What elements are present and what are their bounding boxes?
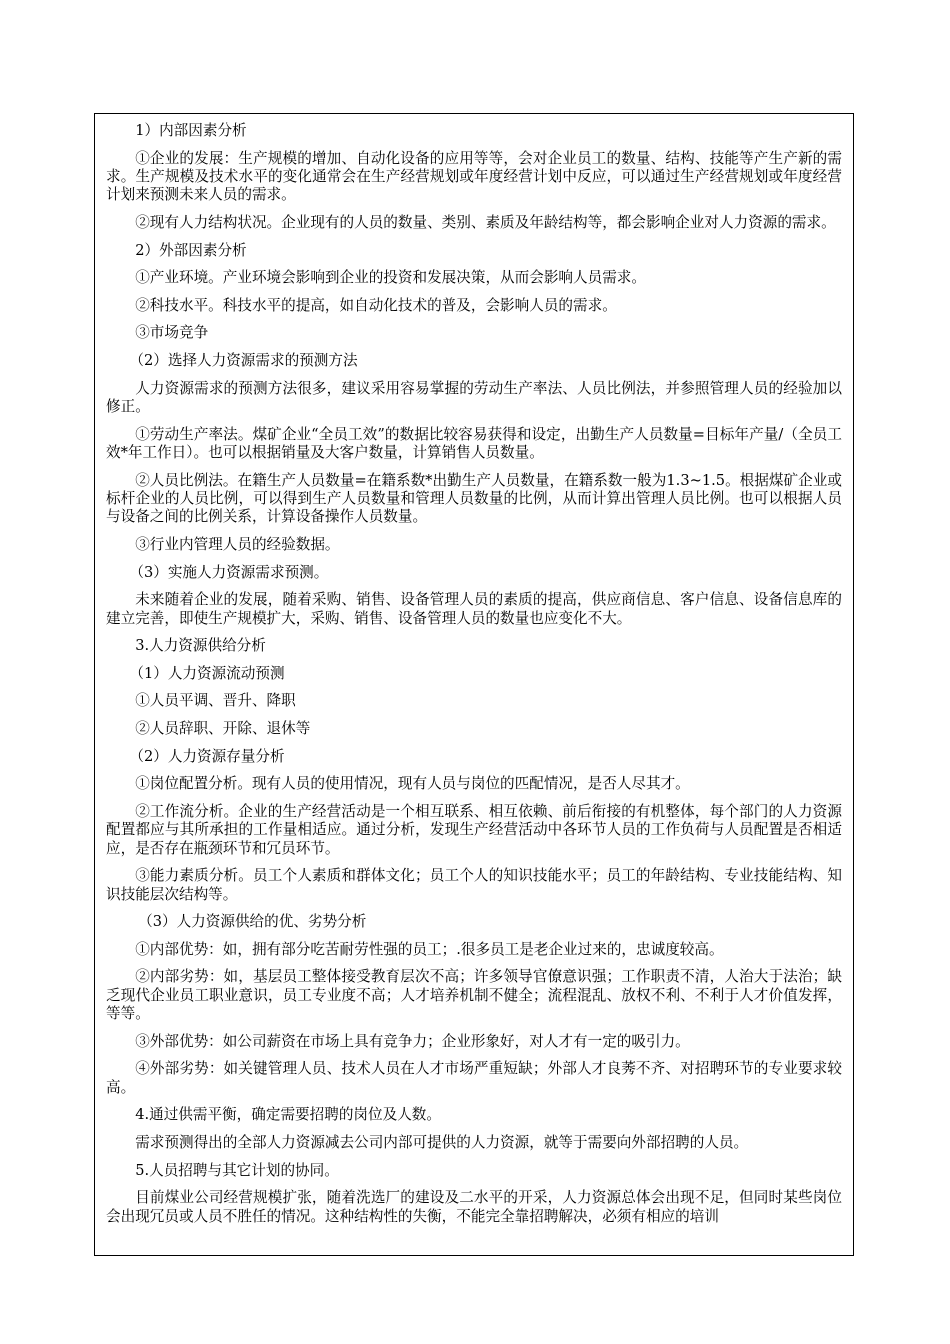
paragraph-24: ②内部劣势：如，基层员工整体接受教育层次不高；许多领导官僚意识强；工作职责不清，人治大于法治；缺乏现代企业员工职业意识，员工专业度不高；人才培养机制不健全；流程混乱、放权不利、不利于人才价值发挥，等等。 bbox=[106, 968, 842, 1023]
paragraph-18: （2）人力资源存量分析 bbox=[129, 747, 285, 765]
paragraph-11: ③行业内管理人员的经验数据。 bbox=[135, 535, 340, 553]
paragraph-9: ①劳动生产率法。煤矿企业“全员工效”的数据比较容易获得和设定，出勤生产人员数量=目标年产量/（全员工效*年工作日）。也可以根据销量及大客户数量，计算销售人员数量。 bbox=[106, 425, 842, 461]
paragraph-4: ①产业环境。产业环境会影响到企业的投资和发展决策，从而会影响人员需求。 bbox=[135, 269, 646, 287]
paragraph-22: （3）人力资源供给的优、劣势分析 bbox=[138, 913, 367, 931]
paragraph-19: ①岗位配置分析。现有人员的使用情况，现有人员与岗位的匹配情况，是否人尽其才。 bbox=[135, 775, 690, 793]
paragraph-16: ①人员平调、晋升、降职 bbox=[135, 692, 296, 710]
paragraph-30: 目前煤业公司经营规模扩张，随着洗选厂的建设及二水平的开采，人力资源总体会出现不足，但同时某些岗位会出现冗员或人员不胜任的情况。这种结构性的失衡，不能完全靠招聘解决，必须有相应的培训 bbox=[106, 1189, 842, 1225]
paragraph-12: （3）实施人力资源需求预测。 bbox=[129, 563, 329, 581]
paragraph-13: 未来随着企业的发展，随着采购、销售、设备管理人员的素质的提高，供应商信息、客户信息、设备信息库的建立完善，即使生产规模扩大，采购、销售、设备管理人员的数量也应变化不大。 bbox=[106, 591, 842, 627]
paragraph-6: ③市场竞争 bbox=[135, 324, 209, 342]
paragraph-28: 需求预测得出的全部人力资源减去公司内部可提供的人力资源，就等于需要向外部招聘的人员。 bbox=[135, 1133, 749, 1151]
paragraph-2: ②现有人力结构状况。企业现有的人员的数量、类别、素质及年龄结构等，都会影响企业对人力资源的需求。 bbox=[135, 214, 836, 231]
paragraph-23: ①内部优势：如，拥有部分吃苦耐劳性强的员工；.很多员工是老企业过来的，忠诚度较高。 bbox=[135, 940, 724, 958]
paragraph-5: ②科技水平。科技水平的提高，如自动化技术的普及，会影响人员的需求。 bbox=[135, 296, 617, 314]
paragraph-21: ③能力素质分析。员工个人素质和群体文化；员工个人的知识技能水平；员工的年龄结构、专业技能结构、知识技能层次结构等。 bbox=[106, 867, 842, 903]
paragraph-26: ④外部劣势：如关键管理人员、技术人员在人才市场严重短缺；外部人才良莠不齐、对招聘环节的专业要求较高。 bbox=[106, 1060, 842, 1096]
paragraph-27: 4.通过供需平衡，确定需要招聘的岗位及人数。 bbox=[135, 1106, 441, 1124]
document-body bbox=[95, 114, 853, 1226]
paragraph-17: ②人员辞职、开除、退休等 bbox=[135, 719, 311, 737]
paragraph-3: 2）外部因素分析 bbox=[135, 241, 247, 259]
paragraph-29: 5.人员招聘与其它计划的协同。 bbox=[135, 1161, 339, 1179]
paragraph-14: 3.人力资源供给分析 bbox=[135, 637, 266, 655]
document-frame bbox=[94, 113, 854, 1256]
paragraph-15: （1）人力资源流动预测 bbox=[129, 664, 285, 682]
paragraph-0: 1）内部因素分析 bbox=[135, 122, 247, 139]
paragraph-7: （2）选择人力资源需求的预测方法 bbox=[129, 351, 358, 369]
paragraph-25: ③外部优势：如公司薪资在市场上具有竞争力；企业形象好，对人才有一定的吸引力。 bbox=[135, 1032, 690, 1050]
paragraph-8: 人力资源需求的预测方法很多，建议采用容易掌握的劳动生产率法、人员比例法，并参照管理人员的经验加以修正。 bbox=[106, 379, 842, 415]
paragraph-10: ②人员比例法。在籍生产人员数量=在籍系数*出勤生产人员数量，在籍系数一般为1.3~1.5。根据煤矿企业或标杆企业的人员比例，可以得到生产人员数量和管理人员数量的比例，从而计算出管理人员比例。也可以根据人员与设备之间的比例关系，计算设备操作人员数量。 bbox=[106, 471, 842, 526]
paragraph-1: ①企业的发展：生产规模的增加、自动化设备的应用等等，会对企业员工的数量、结构、技能等产生产新的需求。生产规模及技术水平的变化通常会在生产经营规划或年度经营计划中反应，可以通过生产经营规划或年度经营计划来预测未来人员的需求。 bbox=[106, 149, 842, 204]
paragraph-20: ②工作流分析。企业的生产经营活动是一个相互联系、相互依赖、前后衔接的有机整体，每个部门的人力资源配置都应与其所承担的工作量相适应。通过分析，发现生产经营活动中各环节人员的工作负荷与人员配置是否相适应，是否存在瓶颈环节和冗员环节。 bbox=[106, 802, 842, 857]
